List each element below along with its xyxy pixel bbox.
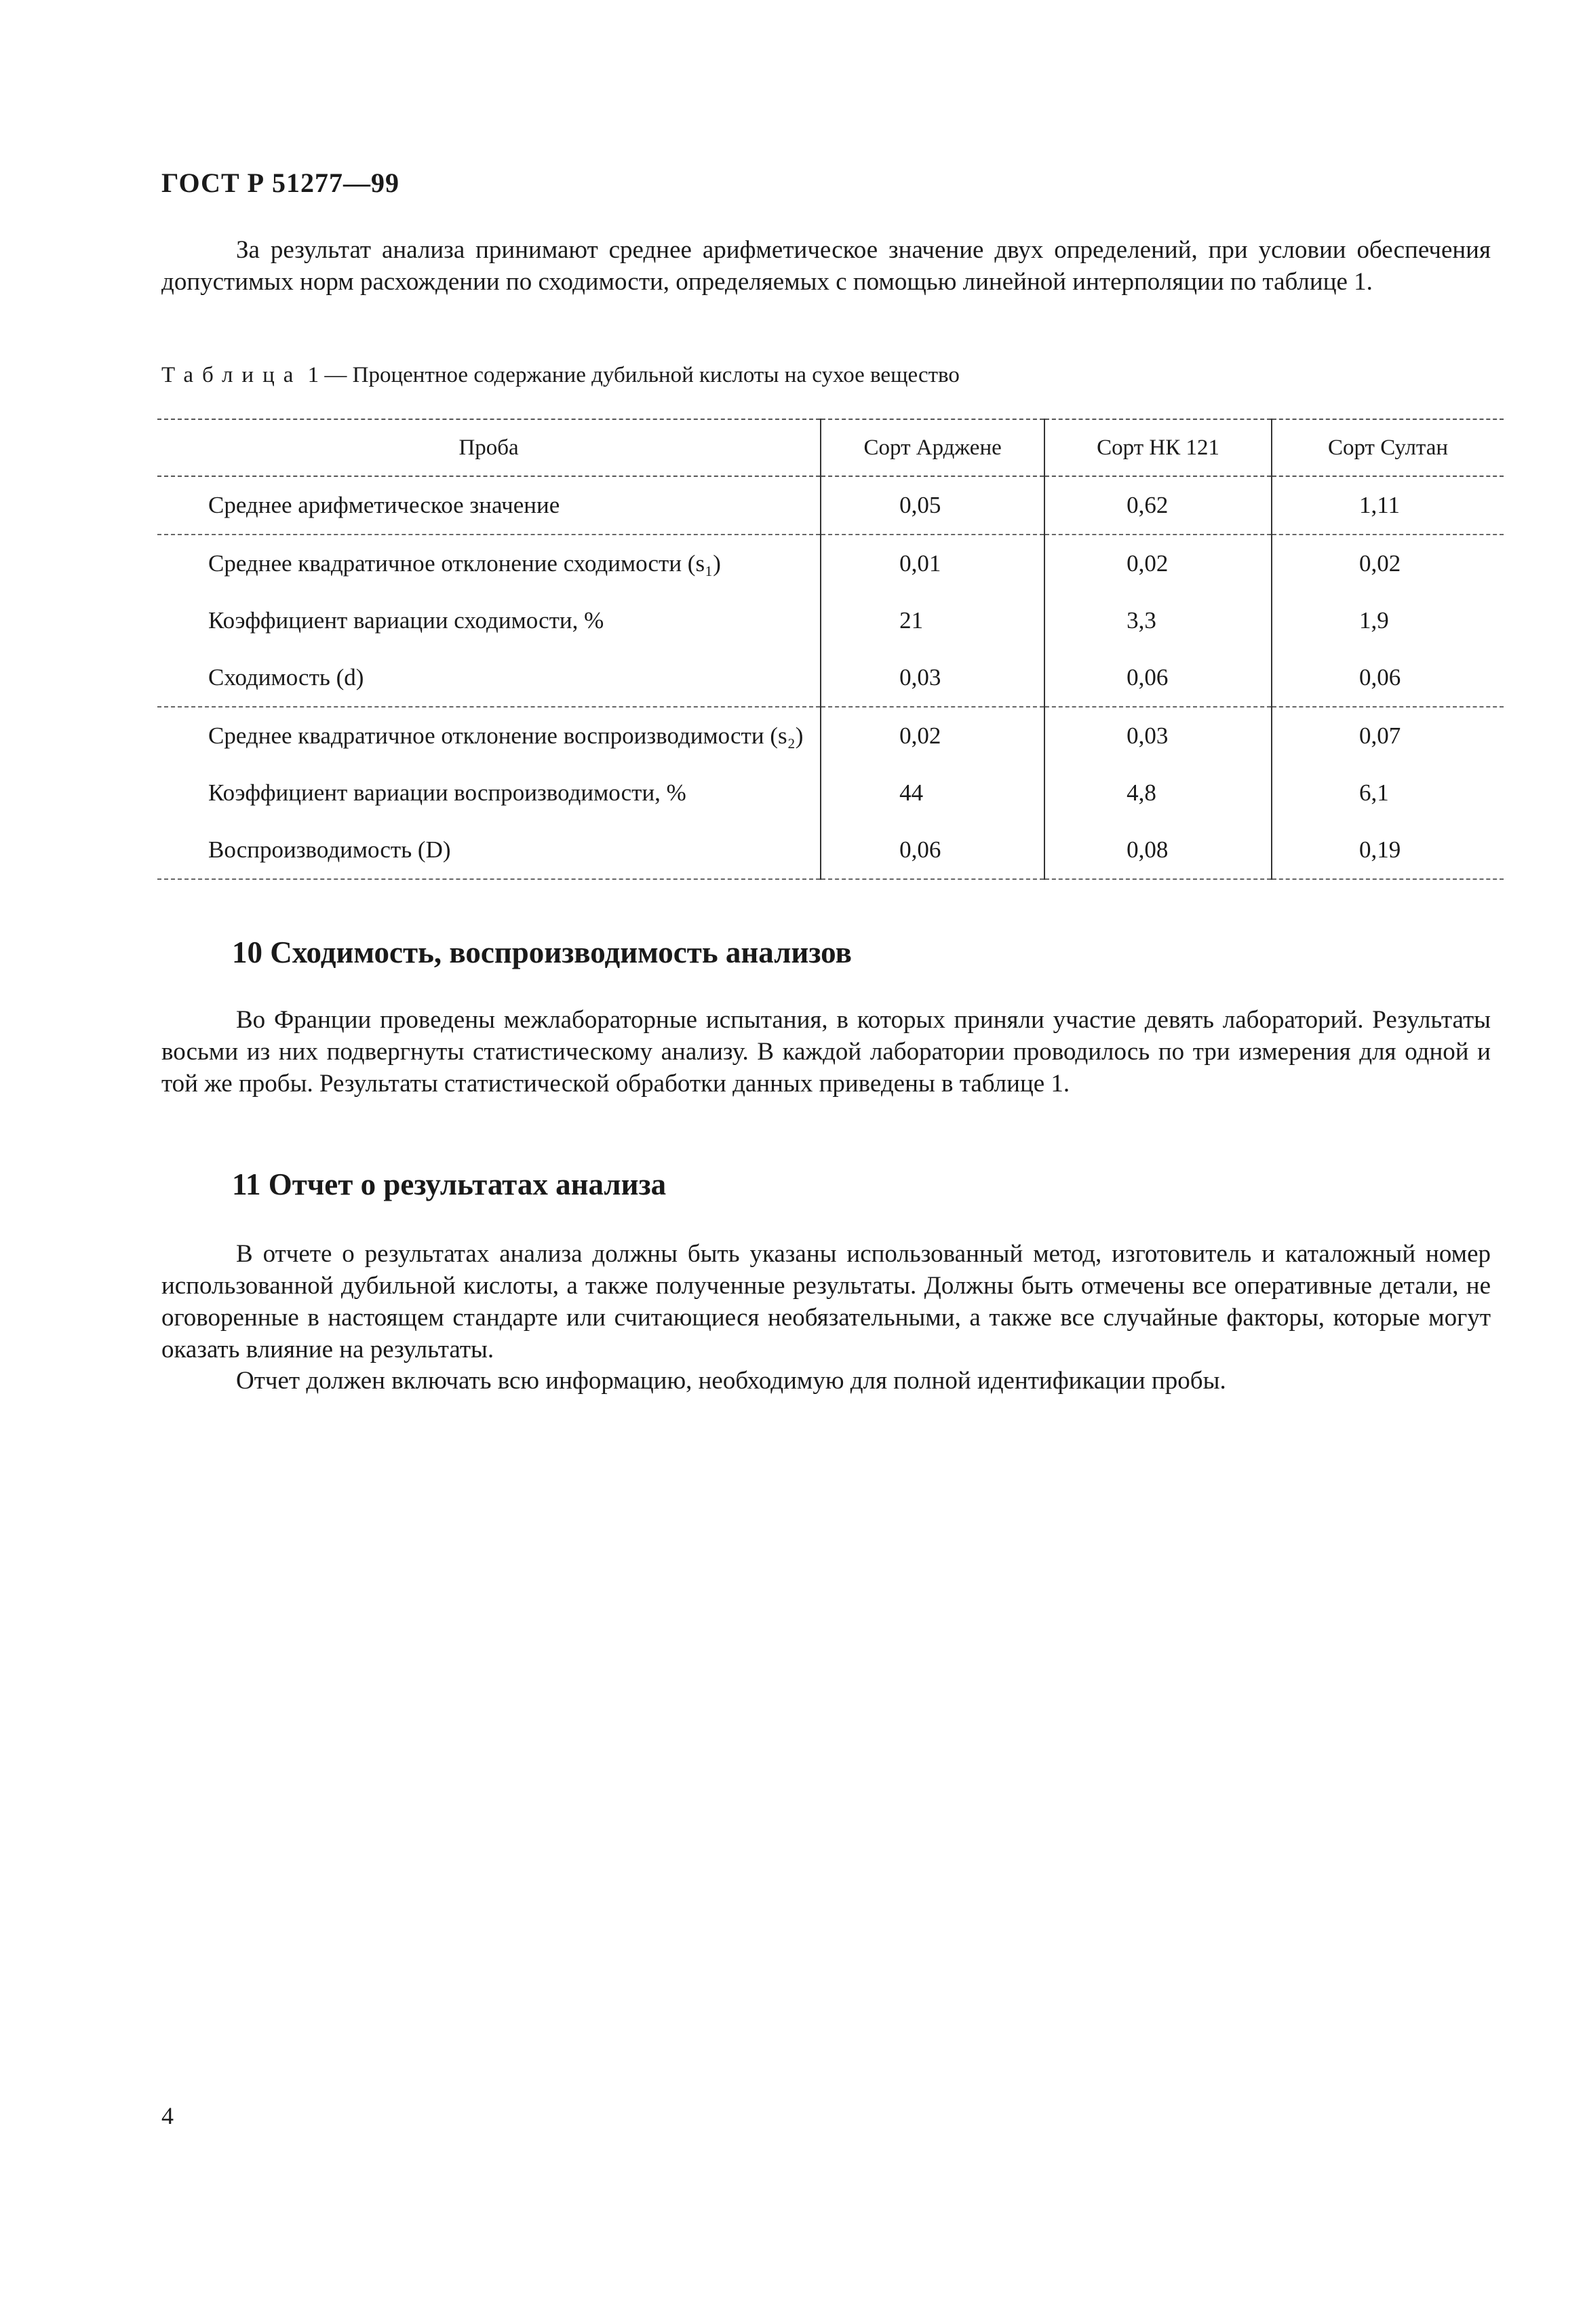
section-10-paragraph: Во Франции проведены межлабораторные испытания, в которых приняли участие девять лабораторий. Результаты восьми из них подвергнуты статистическому анализу. В каждой лаборатории проводилось по три измерения для одной и той же пробы. Результаты статистической обработки данных приведены в таблице 1.: [161, 1006, 1491, 1098]
row-label: Среднее арифметическое значение: [157, 476, 821, 535]
table-header-row: [157, 419, 1504, 476]
table-row: [157, 476, 1504, 535]
cell-value: 3,3: [1044, 592, 1272, 649]
column-header-ardzhene: Сорт Арджене: [821, 419, 1044, 476]
section-11-title: 11 Отчет о результатах анализа: [232, 1167, 667, 1201]
table-row: [157, 592, 1504, 649]
cell-value: 0,02: [1044, 535, 1272, 592]
table-row: [157, 764, 1504, 821]
cell-value: 0,03: [1044, 707, 1272, 764]
section-11-paragraph-1: В отчете о результатах анализа должны быть указаны использованный метод, изготовитель и каталожный номер использованной дубильной кислоты, а также полученные результаты. Должны быть отмечены все оперативные детали, не оговоренные в настоящем стандарте или считающиеся необязательными, а также все случайные факторы, которые могут оказать влияние на результаты.: [161, 1240, 1491, 1363]
intro-paragraph: За результат анализа принимают среднее арифметическое значение двух определений, при условии обеспечения допустимых норм расхождении по сходимости, определяемых с помощью линейной интерполяции по таблице 1.: [161, 236, 1491, 296]
section-11-paragraph-2: Отчет должен включать всю информацию, необходимую для полной идентификации пробы.: [236, 1367, 1226, 1395]
cell-value: 21: [821, 592, 1044, 649]
cell-value: 4,8: [1044, 764, 1272, 821]
cell-value: 0,06: [1044, 649, 1272, 707]
document-code: ГОСТ Р 51277—99: [161, 168, 400, 198]
cell-value: 0,07: [1272, 707, 1504, 764]
row-label: Сходимость (d): [157, 649, 821, 707]
cell-value: 0,08: [1044, 821, 1272, 879]
table-row: [157, 535, 1504, 592]
section-10-title: 10 Сходимость, воспроизводимость анализов: [232, 935, 852, 969]
cell-value: 1,11: [1272, 476, 1504, 535]
table-caption-prefix: Таблица: [161, 363, 302, 387]
cell-value: 0,06: [1272, 649, 1504, 707]
row-label: Воспроизводимость (D): [157, 821, 821, 879]
row-label: Среднее квадратичное отклонение сходимости (s₁): [208, 550, 721, 577]
table-row: [157, 821, 1504, 879]
table-row: [157, 649, 1504, 707]
column-header-nk121: Сорт НК 121: [1044, 419, 1272, 476]
cell-value: 0,62: [1044, 476, 1272, 535]
cell-value: 44: [821, 764, 1044, 821]
cell-value: 0,03: [821, 649, 1044, 707]
cell-value: 0,19: [1272, 821, 1504, 879]
column-header-sample: Проба: [157, 419, 821, 476]
table-caption-text: 1 — Процентное содержание дубильной кислоты на сухое вещество: [302, 363, 960, 387]
cell-value: 0,01: [821, 535, 1044, 592]
column-header-sultan: Сорт Султан: [1272, 419, 1504, 476]
cell-value: 0,06: [821, 821, 1044, 879]
page-number: 4: [161, 2102, 174, 2129]
row-label: Коэффициент вариации воспроизводимости, %: [208, 779, 686, 806]
results-table: [157, 419, 1504, 880]
cell-value: 0,02: [821, 707, 1044, 764]
table-caption: [161, 363, 960, 388]
table-row: [157, 707, 1504, 764]
cell-value: 6,1: [1272, 764, 1504, 821]
cell-value: 0,05: [821, 476, 1044, 535]
row-label: Коэффициент вариации сходимости, %: [208, 607, 604, 634]
cell-value: 1,9: [1272, 592, 1504, 649]
row-label: Среднее квадратичное отклонение воспроизводимости (s₂): [208, 722, 804, 749]
cell-value: 0,02: [1272, 535, 1504, 592]
